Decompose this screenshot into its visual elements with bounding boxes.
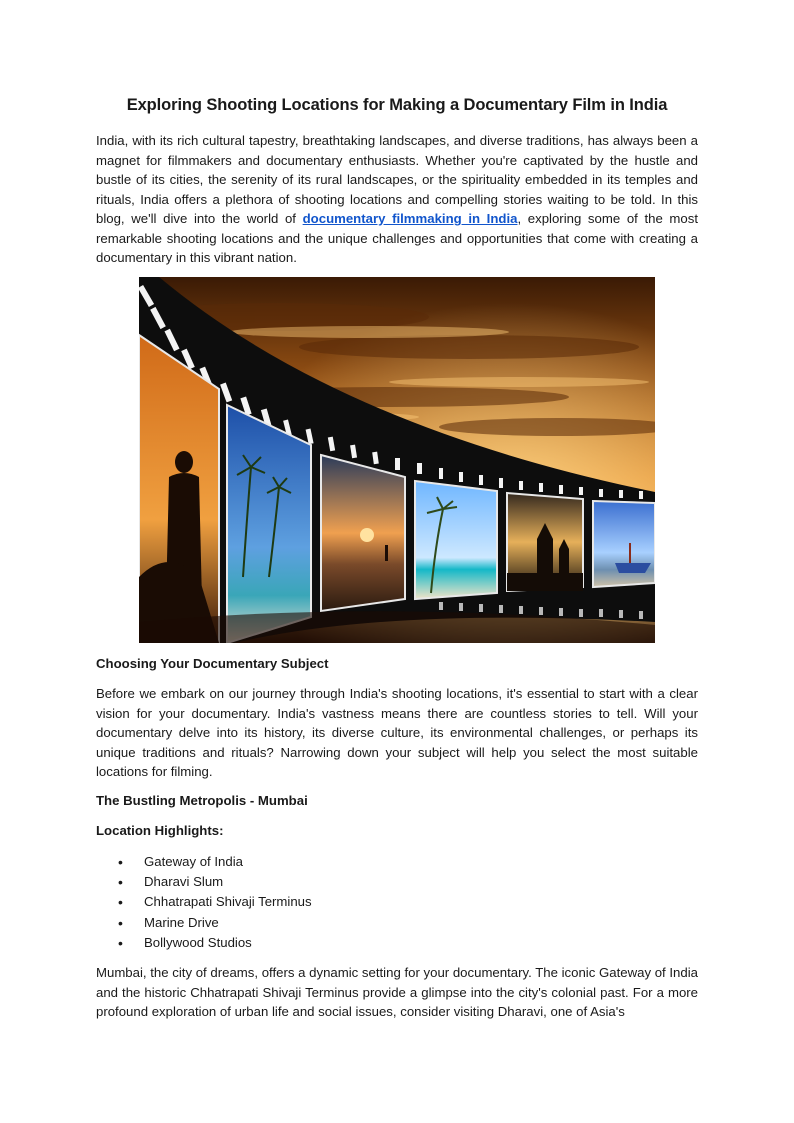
- section-paragraph-mumbai: Mumbai, the city of dreams, offers a dynamic setting for your documentary. The iconic Gateway of India and the historic Chhatrapati Shivaji Terminus provide a glimpse into the city's colonial past. For a more profound exploration of urban life and social issues, consider visiting Dharavi, one of Asia's: [96, 965, 698, 1019]
- section-heading-documentary-subject: Choosing Your Documentary Subject: [96, 656, 329, 671]
- intro-text-before: India, with its rich cultural tapestry, breathtaking landscapes, and diverse traditions, has always been a magnet for filmmakers and documentary enthusiasts. Whether you're captivated by the hustle and bustle of its cities, the serenity of its rural landscapes, or the spirituality embedded in its temples and rituals, India offers a plethora of shooting locations and compelling stories waiting to be told. In this blog, we'll dive into the world of: [96, 133, 698, 226]
- frame-palm-beach: [415, 481, 497, 599]
- location-highlights-list: [96, 852, 312, 953]
- film-strip-image: [139, 277, 655, 643]
- section-heading-mumbai: The Bustling Metropolis - Mumbai: [96, 793, 308, 808]
- list-item: • Dharavi Slum: [96, 872, 312, 892]
- section-paragraph-documentary-subject: Before we embark on our journey through India's shooting locations, it's essential to start with a clear vision for your documentary. India's vastness means there are countless stories to tell. Will your documentary delve into its history, its diverse culture, its environmental challenges, or perhaps its unique traditions and rituals? Narrowing down your subject will help you select the most suitable locations for filming.: [96, 686, 698, 779]
- list-item: • Chhatrapati Shivaji Terminus: [96, 892, 312, 912]
- list-item: • Marine Drive: [96, 913, 312, 933]
- list-item: • Gateway of India: [96, 852, 312, 872]
- intro-paragraph: [96, 131, 698, 268]
- page-title: Exploring Shooting Locations for Making a Documentary Film in India: [126, 96, 668, 114]
- frame-boat-shore: [593, 501, 655, 587]
- frame-tropical-beach: [227, 405, 311, 643]
- intro-text-after: , exploring some of the most remarkable shooting locations and the unique challenges and opportunities that come with creating a documentary in this vibrant nation.: [96, 211, 699, 265]
- list-item: • Bollywood Studios: [96, 933, 312, 953]
- film-strip-illustration: [139, 277, 655, 643]
- location-highlights-heading: Location Highlights:: [96, 823, 224, 838]
- documentary-filmmaking-link[interactable]: documentary filmmaking in India: [302, 211, 518, 226]
